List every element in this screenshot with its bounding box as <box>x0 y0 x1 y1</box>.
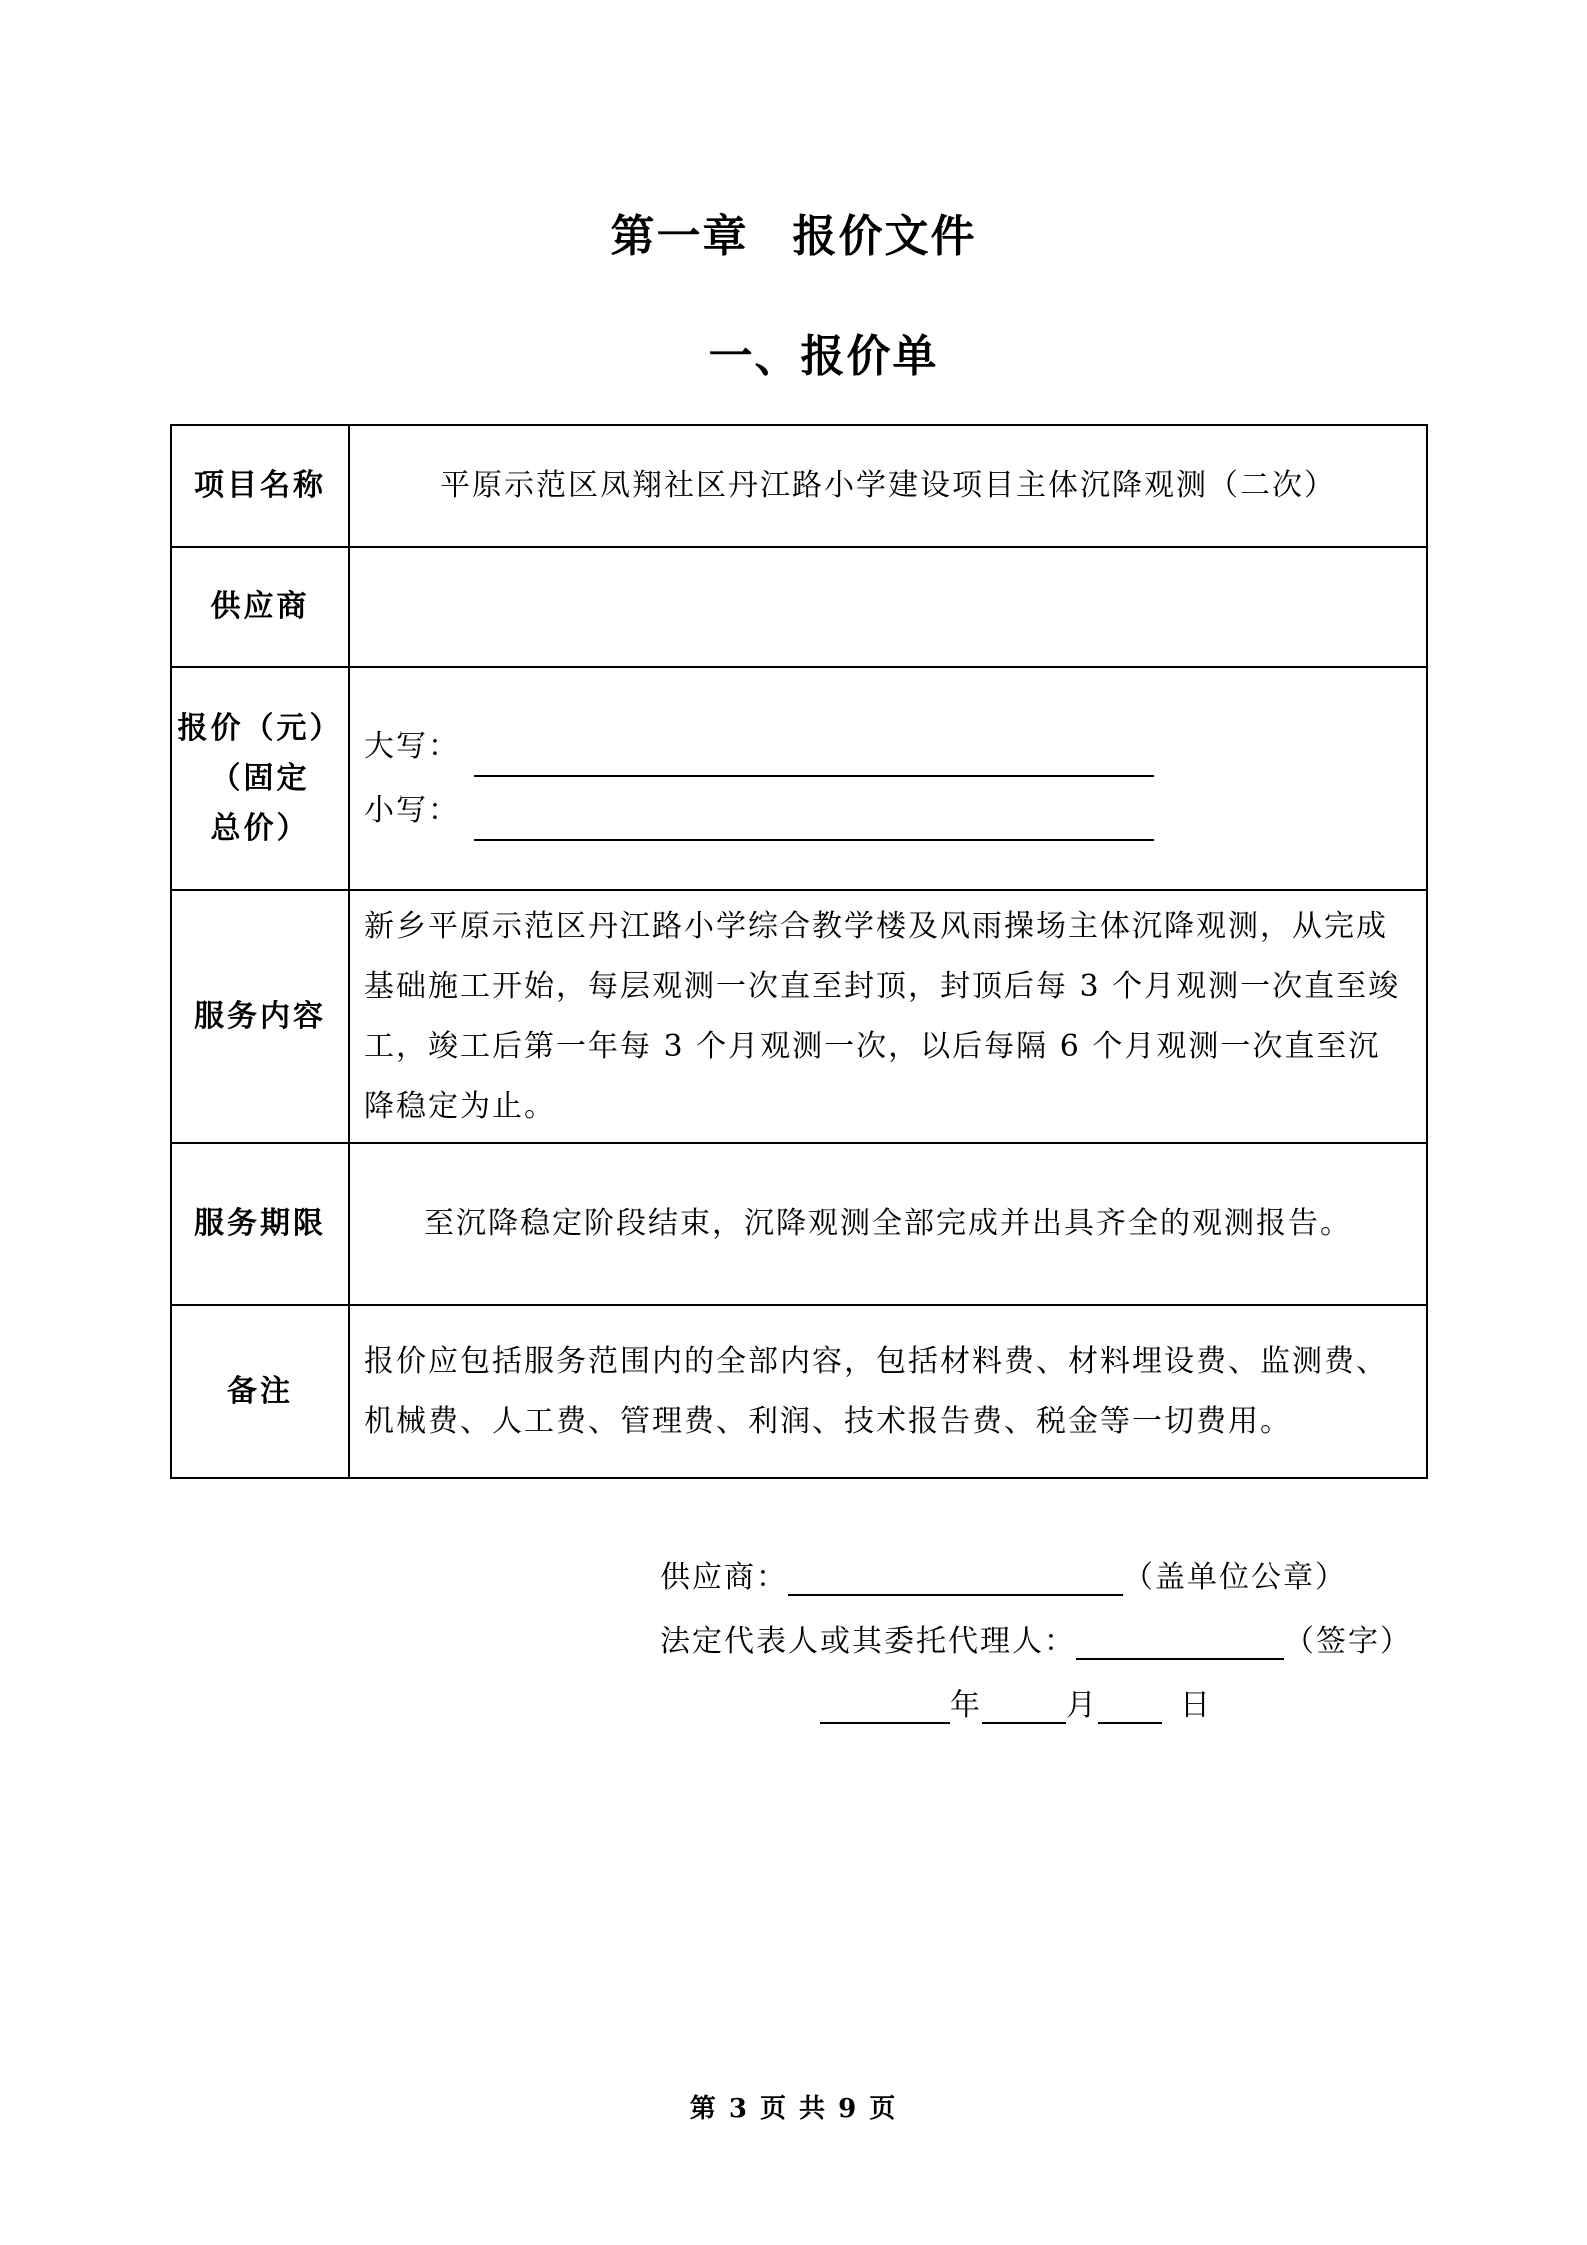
remarks-label: 备注 <box>171 1305 349 1478</box>
supplier-label: 供应商 <box>171 547 349 667</box>
sign-rep-label: 法定代表人或其委托代理人： <box>660 1624 1076 1659</box>
sign-day-label: 日 <box>1180 1688 1212 1723</box>
sign-rep-line <box>660 1616 1412 1660</box>
sign-month-label: 月 <box>1066 1688 1098 1723</box>
price-value <box>349 667 1427 890</box>
sign-supplier-label: 供应商： <box>660 1560 788 1595</box>
price-label <box>171 667 349 890</box>
price-label-line3: 总价） <box>210 810 310 846</box>
service-content-label: 服务内容 <box>171 890 349 1143</box>
price-lower-blank[interactable] <box>474 803 1154 841</box>
price-label-line2: （固定 <box>210 760 310 796</box>
chapter-title <box>0 200 1587 264</box>
chapter-name: 报价文件 <box>792 211 977 262</box>
row-price <box>171 667 1427 890</box>
price-label-line1: 报价（元） <box>177 710 343 746</box>
supplier-value[interactable] <box>349 547 1427 667</box>
page-number-footer: 第 3 页 共 9 页 <box>689 2094 898 2124</box>
sign-month-blank[interactable] <box>982 1692 1066 1724</box>
project-name-label: 项目名称 <box>171 425 349 547</box>
sign-date-line <box>820 1680 1212 1724</box>
quote-table <box>170 424 1428 1479</box>
row-remarks <box>171 1305 1427 1478</box>
price-upper-label: 大写： <box>364 728 460 764</box>
chapter-number: 第一章 <box>610 211 749 262</box>
sign-supplier-suffix: （盖单位公章） <box>1123 1560 1347 1595</box>
price-upper-line <box>364 717 1412 777</box>
sign-supplier-line <box>660 1552 1347 1596</box>
row-service-period <box>171 1143 1427 1305</box>
row-supplier <box>171 547 1427 667</box>
service-content-value: 新乡平原示范区丹江路小学综合教学楼及风雨操场主体沉降观测，从完成基础施工开始，每层观测一次直至封顶，封顶后每 3 个月观测一次直至竣工，竣工后第一年每 3 个月观测一次，以后每隔 6 个月观测一次直至沉降稳定为止。 <box>349 890 1427 1143</box>
remarks-value: 报价应包括服务范围内的全部内容，包括材料费、材料埋设费、监测费、机械费、人工费、管理费、利润、技术报告费、税金等一切费用。 <box>349 1305 1427 1478</box>
service-period-value: 至沉降稳定阶段结束，沉降观测全部完成并出具齐全的观测报告。 <box>349 1143 1427 1305</box>
price-lower-label: 小写： <box>364 792 460 828</box>
sign-rep-blank[interactable] <box>1076 1628 1284 1660</box>
service-period-label: 服务期限 <box>171 1143 349 1305</box>
price-lower-line <box>364 781 1412 841</box>
price-upper-blank[interactable] <box>474 739 1154 777</box>
row-project-name <box>171 425 1427 547</box>
sign-year-blank[interactable] <box>820 1692 950 1724</box>
sign-year-label: 年 <box>950 1688 982 1723</box>
sign-supplier-blank[interactable] <box>788 1564 1123 1596</box>
project-name-value: 平原示范区凤翔社区丹江路小学建设项目主体沉降观测（二次） <box>349 425 1427 547</box>
sign-rep-suffix: （签字） <box>1284 1624 1412 1659</box>
sign-day-blank[interactable] <box>1098 1692 1162 1724</box>
section-title: 一、报价单 <box>708 331 939 382</box>
row-service-content <box>171 890 1427 1143</box>
